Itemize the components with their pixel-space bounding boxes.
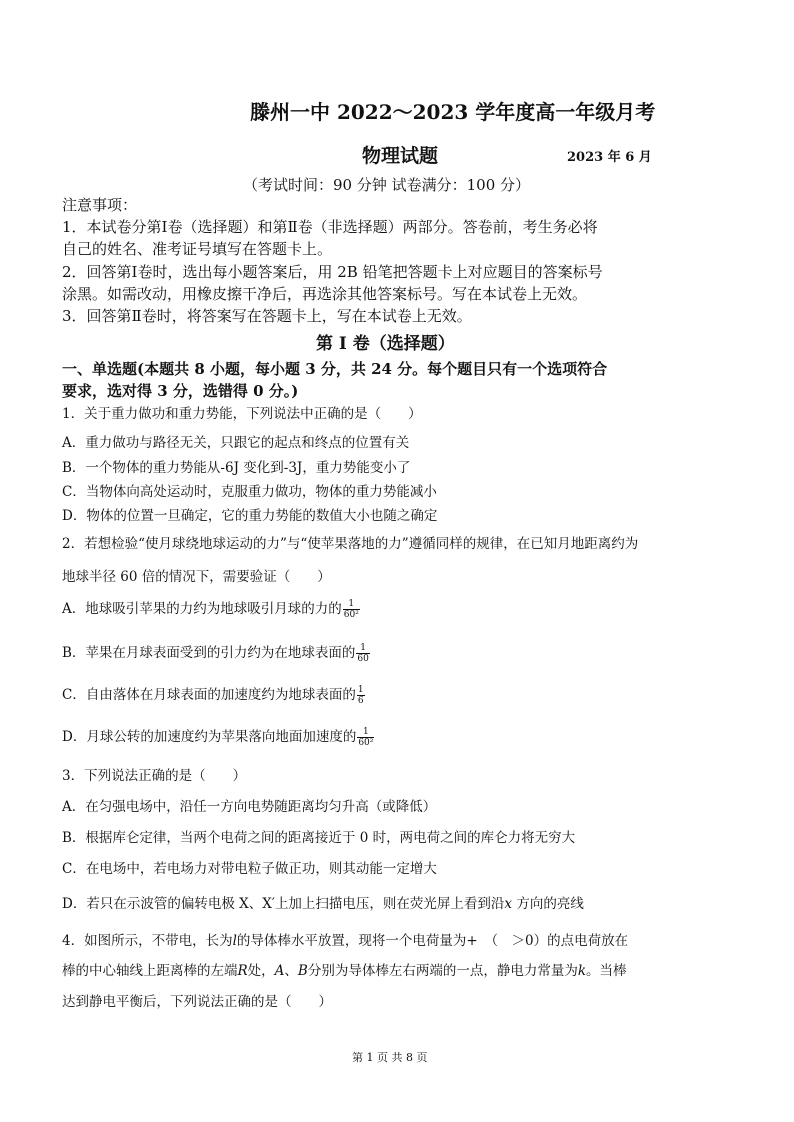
stem-text: 分别为导体棒左右两端的一点，静电力常量为 xyxy=(307,963,578,979)
note-line: 1．本试卷分第Ⅰ卷（选择题）和第Ⅱ卷（非选择题）两部分。答卷前，考生务必将 xyxy=(62,218,598,236)
variable: k xyxy=(577,963,587,979)
fraction-numerator: 1 xyxy=(356,643,369,654)
option-text: D．月球公转的加速度约为苹果落向地面加速度的 xyxy=(62,729,357,745)
note-line: 3．回答第Ⅱ卷时，将答案写在答题卡上，写在本试卷上无效。 xyxy=(62,307,472,325)
question-3-option-c: C．在电场中，若电场力对带电粒子做正功，则其动能一定增大 xyxy=(62,861,437,877)
stem-text: 、 xyxy=(284,963,298,979)
question-2-option-a xyxy=(62,597,360,620)
fraction-numerator: 1 xyxy=(357,727,374,738)
stem-text: 4．如图所示，不带电，长为 xyxy=(62,933,233,949)
variable: x xyxy=(504,896,513,912)
question-2-stem: 地球半径 60 倍的情况下，需要验证（ ） xyxy=(62,569,331,585)
question-1-option-a: A．重力做功与路径无关，只跟它的起点和终点的位置有关 xyxy=(62,435,410,451)
stem-text: 棒的中心轴线上距离棒的左端 xyxy=(62,963,238,979)
stem-text: 处， xyxy=(247,963,275,979)
section-title: 第 Ⅰ 卷（选择题） xyxy=(316,334,455,354)
fraction-denominator: 60² xyxy=(358,738,374,748)
question-3-option-d xyxy=(62,892,584,912)
fraction xyxy=(357,685,365,706)
exam-date: 2023 年 6 月 xyxy=(567,150,652,165)
variable: R xyxy=(237,963,248,979)
stem-text: 的导体棒水平放置，现将一个电荷量为+ （ ＞0）的点电荷放在 xyxy=(236,933,629,949)
option-text: 方向的亮线 xyxy=(512,896,584,912)
stem-text: 。当棒 xyxy=(586,963,627,979)
note-line: 2．回答第Ⅰ卷时，选出每小题答案后，用 2B 铅笔把答题卡上对应题目的答案标号 xyxy=(62,263,603,281)
fraction-denominator: 60 xyxy=(357,654,369,664)
exam-info: （考试时间：90 分钟 试卷满分：100 分） xyxy=(243,176,531,194)
option-text: D．若只在示波管的偏转电极 X、X′上加上扫描电压，则在荧光屏上看到沿 xyxy=(62,896,505,912)
question-1-option-b: B．一个物体的重力势能从-6J 变化到-3J，重力势能变小了 xyxy=(62,460,411,476)
variable: B xyxy=(297,963,308,979)
fraction-denominator: 6 xyxy=(357,696,364,706)
section-instructions: 要求，选对得 3 分，选错得 0 分。) xyxy=(62,382,299,400)
fraction xyxy=(357,727,374,748)
question-4-stem xyxy=(62,929,628,949)
question-3-option-b: B．根据库仑定律，当两个电荷之间的距离接近于 0 时，两电荷之间的库仑力将无穷大 xyxy=(62,830,576,846)
option-text: A．地球吸引苹果的力约为地球吸引月球的力的 xyxy=(62,601,342,617)
option-text: B．苹果在月球表面受到的引力约为在地球表面的 xyxy=(62,645,356,661)
fraction-numerator: 1 xyxy=(357,685,364,695)
notes-heading: 注意事项： xyxy=(62,196,138,214)
question-3-option-a: A．在匀强电场中，沿任一方向电势随距离均匀升高（或降低） xyxy=(62,799,437,815)
question-2-option-c xyxy=(62,683,365,706)
question-1-stem: 1．关于重力做功和重力势能，下列说法中正确的是（ ） xyxy=(62,406,422,422)
section-instructions: 一、单选题(本题共 8 小题，每小题 3 分，共 24 分。每个题目只有一个选项符合 xyxy=(62,360,608,378)
question-4-stem xyxy=(62,959,627,979)
fraction-numerator: 1 xyxy=(343,599,360,610)
variable: l xyxy=(232,933,237,949)
exam-title: 滕州一中 2022～2023 学年度高一年级月考 xyxy=(250,100,656,124)
question-3-stem: 3．下列说法正确的是（ ） xyxy=(62,768,247,784)
note-line: 自己的姓名、准考证号填写在答题卡上。 xyxy=(62,240,333,258)
option-text: C．自由落体在月球表面的加速度约为地球表面的 xyxy=(62,687,356,703)
question-1-option-d: D．物体的位置一旦确定，它的重力势能的数值大小也随之确定 xyxy=(62,508,438,524)
variable: A xyxy=(274,963,285,979)
fraction xyxy=(343,599,360,620)
question-2-option-d xyxy=(62,725,374,748)
question-4-stem: 达到静电平衡后，下列说法正确的是（ ） xyxy=(62,994,332,1010)
fraction xyxy=(356,643,369,664)
question-2-stem: 2．若想检验“使月球绕地球运动的力”与“使苹果落地的力”遵循同样的规律，在已知月地距离约为 xyxy=(62,536,639,552)
fraction-denominator: 60² xyxy=(343,610,359,620)
question-1-option-c: C．当物体向高处运动时，克服重力做功，物体的重力势能减小 xyxy=(62,484,437,500)
question-2-option-b xyxy=(62,641,370,664)
page-footer: 第 1 页 共 8 页 xyxy=(352,1051,428,1064)
subject-title: 物理试题 xyxy=(362,145,439,167)
note-line: 涂黑。如需改动，用橡皮擦干净后，再选涂其他答案标号。写在本试卷上无效。 xyxy=(62,285,588,303)
